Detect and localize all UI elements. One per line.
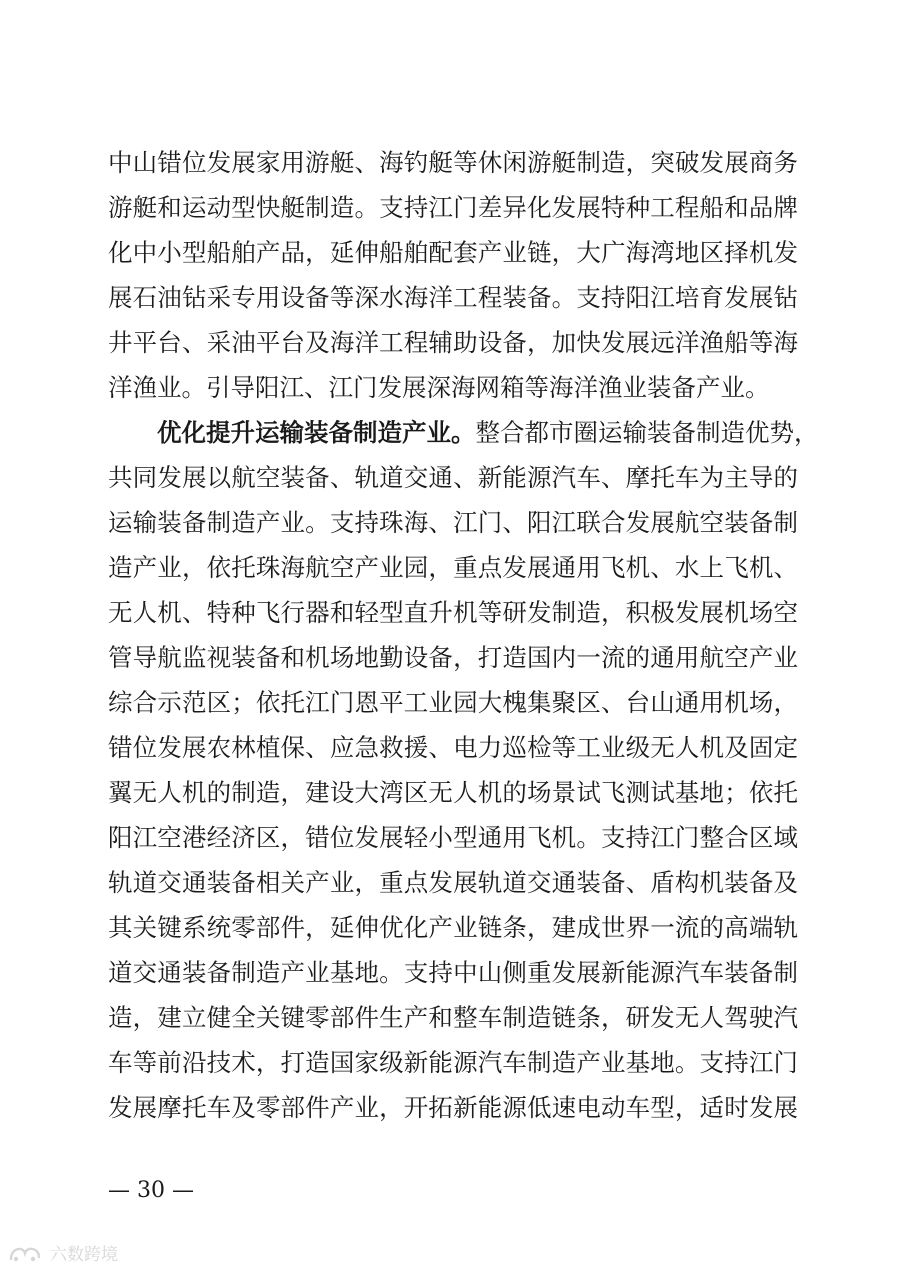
paragraph-line: 管导航监视装备和机场地勤设备，打造国内一流的通用航空产业 <box>108 643 798 672</box>
paragraph-line: 游艇和运动型快艇制造。支持江门差异化发展特种工程船和品牌 <box>108 193 798 222</box>
paragraph-line: 运输装备制造产业。支持珠海、江门、阳江联合发展航空装备制 <box>108 508 798 537</box>
paragraph-line: 综合示范区；依托江门恩平工业园大槐集聚区、台山通用机场， <box>108 688 798 717</box>
paragraph-line: 车等前沿技术，打造国家级新能源汽车制造产业基地。支持江门 <box>108 1048 798 1077</box>
watermark-text: 六数跨境 <box>50 1245 118 1265</box>
paragraph-line: 错位发展农林植保、应急救援、电力巡检等工业级无人机及固定 <box>108 733 798 762</box>
section-first-line-text: 整合都市圈运输装备制造优势， <box>475 418 819 447</box>
document-body <box>108 140 819 1130</box>
section-heading: 优化提升运输装备制造产业。 <box>157 418 476 447</box>
section-first-line <box>108 410 819 455</box>
paragraph-line: 无人机、特种飞行器和轻型直升机等研发制造，积极发展机场空 <box>108 598 798 627</box>
paragraph-line: 中山错位发展家用游艇、海钓艇等休闲游艇制造，突破发展商务 <box>108 148 798 177</box>
paragraph-line: 其关键系统零部件，延伸优化产业链条，建成世界一流的高端轨 <box>108 913 798 942</box>
page-number: — 30 — <box>108 1178 194 1203</box>
paragraph-line: 发展摩托车及零部件产业，开拓新能源低速电动车型，适时发展 <box>108 1093 798 1122</box>
paragraph-line: 阳江空港经济区，错位发展轻小型通用飞机。支持江门整合区域 <box>108 823 798 852</box>
watermark-logo-icon <box>8 1242 44 1264</box>
watermark <box>8 1240 118 1265</box>
paragraph-line: 井平台、采油平台及海洋工程辅助设备，加快发展远洋渔船等海 <box>108 328 798 357</box>
paragraph-line: 翼无人机的制造，建设大湾区无人机的场景试飞测试基地；依托 <box>108 778 798 807</box>
paragraph-line: 洋渔业。引导阳江、江门发展深海网箱等海洋渔业装备产业。 <box>108 373 770 402</box>
paragraph-line: 道交通装备制造产业基地。支持中山侧重发展新能源汽车装备制 <box>108 958 798 987</box>
paragraph-line: 轨道交通装备相关产业，重点发展轨道交通装备、盾构机装备及 <box>108 868 798 897</box>
paragraph-line: 造，建立健全关键零部件生产和整车制造链条，研发无人驾驶汽 <box>108 1003 798 1032</box>
paragraph-line: 造产业，依托珠海航空产业园，重点发展通用飞机、水上飞机、 <box>108 553 798 582</box>
paragraph-line: 展石油钻采专用设备等深水海洋工程装备。支持阳江培育发展钻 <box>108 283 798 312</box>
paragraph-line: 共同发展以航空装备、轨道交通、新能源汽车、摩托车为主导的 <box>108 463 798 492</box>
paragraph-line: 化中小型船舶产品，延伸船舶配套产业链，大广海湾地区择机发 <box>108 238 798 267</box>
